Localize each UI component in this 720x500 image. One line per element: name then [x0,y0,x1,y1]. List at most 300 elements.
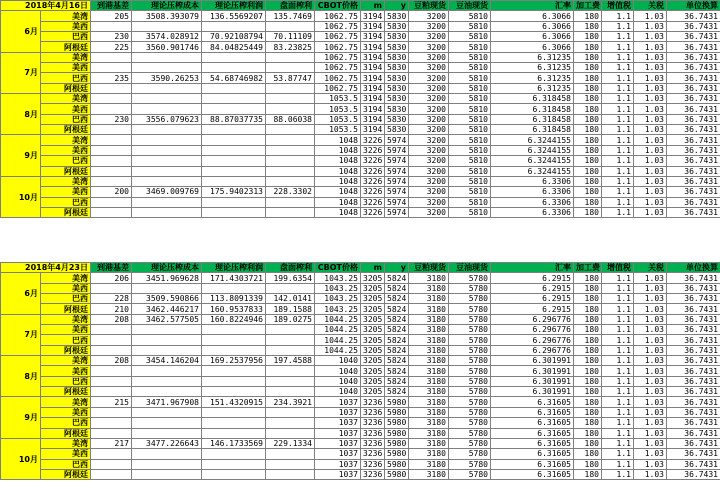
cell-vat[interactable]: 1.1 [602,114,634,124]
cell-y[interactable]: 5974 [385,145,409,155]
cell-cbot[interactable]: 1053.5 [315,94,361,104]
cell-fee[interactable]: 180 [574,11,602,21]
cell-conv[interactable]: 36.7431 [667,73,720,83]
cell-m[interactable]: 3194 [361,11,385,21]
cell-vat[interactable]: 1.1 [602,52,634,62]
cell-y[interactable]: 5830 [385,114,409,124]
cell-basis[interactable] [91,428,132,438]
cell-y[interactable]: 5830 [385,42,409,52]
cell-meal[interactable]: 3180 [409,407,449,417]
cell-m[interactable]: 3226 [361,197,385,207]
cell-basis[interactable]: 206 [91,273,132,283]
cell-oil[interactable]: 5810 [449,73,491,83]
cell-cbot[interactable]: 1053.5 [315,104,361,114]
cell-y[interactable]: 5980 [385,449,409,459]
cell-y[interactable]: 5824 [385,283,409,293]
cell-cbot[interactable]: 1053.5 [315,125,361,135]
origin-cell[interactable]: 巴西 [41,114,91,124]
cell-tariff[interactable]: 1.03 [634,376,667,386]
column-header-disk[interactable]: 盘面榨利 [266,263,315,273]
month-cell[interactable]: 7月 [1,52,41,93]
cell-basis[interactable]: 210 [91,304,132,314]
cell-y[interactable]: 5974 [385,135,409,145]
cell-cost[interactable]: 3590.26253 [132,73,202,83]
origin-cell[interactable]: 巴西 [41,376,91,386]
cell-vat[interactable]: 1.1 [602,335,634,345]
cell-oil[interactable]: 5810 [449,197,491,207]
cell-meal[interactable]: 3200 [409,125,449,135]
cell-cost[interactable]: 3451.969628 [132,273,202,283]
cell-cost[interactable] [132,376,202,386]
cell-cost[interactable] [132,21,202,31]
cell-y[interactable]: 5980 [385,469,409,479]
cell-vat[interactable]: 1.1 [602,145,634,155]
cell-cost[interactable] [132,94,202,104]
cell-tariff[interactable]: 1.03 [634,387,667,397]
cell-fx[interactable]: 6.3244155 [491,156,574,166]
cell-cost[interactable]: 3509.590866 [132,294,202,304]
cell-cbot[interactable]: 1062.75 [315,83,361,93]
cell-tariff[interactable]: 1.03 [634,335,667,345]
cell-disk[interactable]: 88.06038 [266,114,315,124]
cell-basis[interactable] [91,104,132,114]
origin-cell[interactable]: 美西 [41,449,91,459]
month-cell[interactable]: 8月 [1,356,41,397]
cell-conv[interactable]: 36.7431 [667,397,720,407]
cell-cbot[interactable]: 1044.25 [315,335,361,345]
cell-profit[interactable] [202,83,266,93]
cell-disk[interactable] [266,459,315,469]
cell-tariff[interactable]: 1.03 [634,469,667,479]
cell-meal[interactable]: 3180 [409,428,449,438]
cell-basis[interactable]: 200 [91,187,132,197]
cell-m[interactable]: 3194 [361,52,385,62]
cell-fee[interactable]: 180 [574,469,602,479]
cell-fx[interactable]: 6.318458 [491,104,574,114]
cell-fx[interactable]: 6.2915 [491,294,574,304]
cell-tariff[interactable]: 1.03 [634,294,667,304]
column-header-meal[interactable]: 豆粕现货 [409,263,449,273]
cell-fee[interactable]: 180 [574,176,602,186]
cell-m[interactable]: 3226 [361,166,385,176]
cell-fee[interactable]: 180 [574,459,602,469]
cell-y[interactable]: 5974 [385,166,409,176]
cell-disk[interactable]: 228.3302 [266,187,315,197]
cell-y[interactable]: 5824 [385,294,409,304]
cell-profit[interactable]: 88.87037735 [202,114,266,124]
cell-tariff[interactable]: 1.03 [634,345,667,355]
cell-vat[interactable]: 1.1 [602,325,634,335]
cell-fx[interactable]: 6.2915 [491,273,574,283]
cell-cost[interactable] [132,207,202,217]
origin-cell[interactable]: 巴西 [41,294,91,304]
cell-conv[interactable]: 36.7431 [667,428,720,438]
cell-m[interactable]: 3236 [361,407,385,417]
cell-fee[interactable]: 180 [574,438,602,448]
cell-disk[interactable] [266,428,315,438]
cell-fx[interactable]: 6.31605 [491,407,574,417]
cell-oil[interactable]: 5810 [449,63,491,73]
cell-cbot[interactable]: 1048 [315,135,361,145]
cell-conv[interactable]: 36.7431 [667,345,720,355]
cell-meal[interactable]: 3200 [409,94,449,104]
cell-basis[interactable] [91,345,132,355]
cell-tariff[interactable]: 1.03 [634,283,667,293]
cell-oil[interactable]: 5780 [449,459,491,469]
cell-vat[interactable]: 1.1 [602,428,634,438]
cell-m[interactable]: 3226 [361,187,385,197]
cell-tariff[interactable]: 1.03 [634,459,667,469]
cell-conv[interactable]: 36.7431 [667,294,720,304]
cell-disk[interactable] [266,376,315,386]
cell-vat[interactable]: 1.1 [602,273,634,283]
cell-meal[interactable]: 3180 [409,325,449,335]
cell-cbot[interactable]: 1053.5 [315,114,361,124]
cell-cost[interactable]: 3462.446217 [132,304,202,314]
cell-meal[interactable]: 3200 [409,104,449,114]
cell-meal[interactable]: 3180 [409,314,449,324]
cell-fee[interactable]: 180 [574,187,602,197]
cell-meal[interactable]: 3180 [409,345,449,355]
cell-disk[interactable] [266,449,315,459]
cell-oil[interactable]: 5810 [449,83,491,93]
column-header-oil[interactable]: 豆油现货 [449,263,491,273]
cell-fee[interactable]: 180 [574,376,602,386]
cell-oil[interactable]: 5810 [449,207,491,217]
cell-fx[interactable]: 6.31605 [491,428,574,438]
cell-vat[interactable]: 1.1 [602,387,634,397]
cell-cbot[interactable]: 1043.25 [315,294,361,304]
column-header-m[interactable]: m [361,263,385,273]
cell-meal[interactable]: 3180 [409,376,449,386]
cell-cbot[interactable]: 1048 [315,145,361,155]
cell-y[interactable]: 5830 [385,125,409,135]
cell-vat[interactable]: 1.1 [602,125,634,135]
cell-vat[interactable]: 1.1 [602,197,634,207]
cell-meal[interactable]: 3180 [409,397,449,407]
cell-basis[interactable] [91,166,132,176]
cell-tariff[interactable]: 1.03 [634,366,667,376]
cell-cbot[interactable]: 1062.75 [315,32,361,42]
cell-cbot[interactable]: 1037 [315,469,361,479]
cell-y[interactable]: 5974 [385,197,409,207]
cell-basis[interactable]: 230 [91,32,132,42]
origin-cell[interactable]: 阿根廷 [41,42,91,52]
cell-profit[interactable] [202,104,266,114]
cell-conv[interactable]: 36.7431 [667,52,720,62]
cell-fx[interactable]: 6.31605 [491,469,574,479]
cell-m[interactable]: 3236 [361,418,385,428]
origin-cell[interactable]: 巴西 [41,459,91,469]
cell-cost[interactable] [132,52,202,62]
cell-profit[interactable] [202,335,266,345]
cell-tariff[interactable]: 1.03 [634,63,667,73]
cell-cbot[interactable]: 1062.75 [315,42,361,52]
cell-fee[interactable]: 180 [574,335,602,345]
cell-cbot[interactable]: 1048 [315,187,361,197]
cell-fx[interactable]: 6.31235 [491,52,574,62]
origin-cell[interactable]: 巴西 [41,156,91,166]
cell-fx[interactable]: 6.2915 [491,283,574,293]
cell-conv[interactable]: 36.7431 [667,407,720,417]
cell-fee[interactable]: 180 [574,304,602,314]
cell-meal[interactable]: 3180 [409,335,449,345]
column-header-y[interactable]: y [385,1,409,11]
cell-tariff[interactable]: 1.03 [634,356,667,366]
cell-cbot[interactable]: 1040 [315,366,361,376]
cell-oil[interactable]: 5780 [449,428,491,438]
cell-oil[interactable]: 5810 [449,52,491,62]
column-header-conv[interactable]: 单位换算 [667,263,720,273]
cell-y[interactable]: 5824 [385,335,409,345]
origin-cell[interactable]: 阿根廷 [41,83,91,93]
cell-fee[interactable]: 180 [574,63,602,73]
cell-cost[interactable] [132,387,202,397]
cell-cost[interactable] [132,283,202,293]
cell-fee[interactable]: 180 [574,83,602,93]
month-cell[interactable]: 9月 [1,397,41,438]
cell-oil[interactable]: 5780 [449,314,491,324]
column-header-conv[interactable]: 单位换算 [667,1,720,11]
cell-conv[interactable]: 36.7431 [667,356,720,366]
cell-basis[interactable]: 208 [91,314,132,324]
cell-profit[interactable] [202,418,266,428]
cell-fx[interactable]: 6.318458 [491,114,574,124]
cell-y[interactable]: 5980 [385,438,409,448]
cell-conv[interactable]: 36.7431 [667,166,720,176]
cell-profit[interactable] [202,469,266,479]
cell-cost[interactable] [132,366,202,376]
cell-cost[interactable]: 3560.901746 [132,42,202,52]
cell-cbot[interactable]: 1037 [315,407,361,417]
cell-disk[interactable] [266,156,315,166]
cell-cost[interactable] [132,197,202,207]
cell-cost[interactable] [132,145,202,155]
cell-fx[interactable]: 6.301991 [491,387,574,397]
cell-fee[interactable]: 180 [574,407,602,417]
column-header-vat[interactable]: 增值税 [602,1,634,11]
cell-vat[interactable]: 1.1 [602,469,634,479]
cell-fx[interactable]: 6.301991 [491,356,574,366]
cell-basis[interactable]: 205 [91,11,132,21]
cell-tariff[interactable]: 1.03 [634,135,667,145]
origin-cell[interactable]: 美西 [41,325,91,335]
cell-fee[interactable]: 180 [574,145,602,155]
cell-tariff[interactable]: 1.03 [634,32,667,42]
cell-conv[interactable]: 36.7431 [667,418,720,428]
cell-cost[interactable]: 3469.009769 [132,187,202,197]
cell-tariff[interactable]: 1.03 [634,187,667,197]
origin-cell[interactable]: 巴西 [41,418,91,428]
cell-disk[interactable] [266,366,315,376]
cell-cost[interactable] [132,176,202,186]
cell-fx[interactable]: 6.31235 [491,83,574,93]
column-header-oil[interactable]: 豆油现货 [449,1,491,11]
cell-disk[interactable] [266,283,315,293]
cell-y[interactable]: 5824 [385,387,409,397]
cell-meal[interactable]: 3180 [409,273,449,283]
origin-cell[interactable]: 美湾 [41,397,91,407]
cell-m[interactable]: 3236 [361,397,385,407]
cell-conv[interactable]: 36.7431 [667,207,720,217]
cell-disk[interactable] [266,335,315,345]
cell-fee[interactable]: 180 [574,104,602,114]
cell-m[interactable]: 3205 [361,304,385,314]
cell-fx[interactable]: 6.3306 [491,187,574,197]
cell-tariff[interactable]: 1.03 [634,397,667,407]
cell-fx[interactable]: 6.3306 [491,176,574,186]
origin-cell[interactable]: 美西 [41,187,91,197]
cell-basis[interactable] [91,407,132,417]
cell-profit[interactable]: 84.04825449 [202,42,266,52]
cell-conv[interactable]: 36.7431 [667,283,720,293]
cell-vat[interactable]: 1.1 [602,314,634,324]
cell-fx[interactable]: 6.31605 [491,418,574,428]
cell-cost[interactable]: 3574.028912 [132,32,202,42]
cell-oil[interactable]: 5780 [449,294,491,304]
cell-basis[interactable] [91,63,132,73]
cell-profit[interactable] [202,176,266,186]
month-cell[interactable]: 10月 [1,438,41,479]
cell-conv[interactable]: 36.7431 [667,94,720,104]
cell-fee[interactable]: 180 [574,125,602,135]
cell-basis[interactable] [91,387,132,397]
origin-cell[interactable]: 美湾 [41,273,91,283]
cell-disk[interactable] [266,104,315,114]
cell-profit[interactable]: 160.9537833 [202,304,266,314]
cell-cbot[interactable]: 1062.75 [315,21,361,31]
cell-meal[interactable]: 3180 [409,366,449,376]
cell-m[interactable]: 3205 [361,283,385,293]
cell-disk[interactable] [266,83,315,93]
origin-cell[interactable]: 阿根廷 [41,387,91,397]
column-header-y[interactable]: y [385,263,409,273]
cell-meal[interactable]: 3180 [409,387,449,397]
cell-m[interactable]: 3236 [361,428,385,438]
cell-cost[interactable]: 3454.146204 [132,356,202,366]
cell-m[interactable]: 3194 [361,125,385,135]
cell-cbot[interactable]: 1044.25 [315,314,361,324]
cell-cbot[interactable]: 1037 [315,438,361,448]
cell-vat[interactable]: 1.1 [602,166,634,176]
column-header-cbot[interactable]: CBOT价格 [315,263,361,273]
cell-meal[interactable]: 3200 [409,32,449,42]
cell-tariff[interactable]: 1.03 [634,11,667,21]
cell-conv[interactable]: 36.7431 [667,314,720,324]
cell-profit[interactable] [202,145,266,155]
cell-disk[interactable] [266,345,315,355]
cell-fee[interactable]: 180 [574,156,602,166]
cell-fee[interactable]: 180 [574,345,602,355]
cell-fx[interactable]: 6.318458 [491,94,574,104]
cell-cost[interactable] [132,449,202,459]
cell-vat[interactable]: 1.1 [602,73,634,83]
cell-y[interactable]: 5980 [385,397,409,407]
cell-profit[interactable]: 160.8224946 [202,314,266,324]
cell-m[interactable]: 3205 [361,335,385,345]
cell-fx[interactable]: 6.31605 [491,438,574,448]
cell-tariff[interactable]: 1.03 [634,438,667,448]
cell-fx[interactable]: 6.31605 [491,459,574,469]
cell-fee[interactable]: 180 [574,428,602,438]
month-cell[interactable]: 10月 [1,176,41,217]
cell-vat[interactable]: 1.1 [602,304,634,314]
cell-conv[interactable]: 36.7431 [667,32,720,42]
cell-profit[interactable] [202,63,266,73]
origin-cell[interactable]: 阿根廷 [41,166,91,176]
cell-meal[interactable]: 3200 [409,197,449,207]
origin-cell[interactable]: 美西 [41,407,91,417]
cell-conv[interactable]: 36.7431 [667,135,720,145]
cell-disk[interactable] [266,387,315,397]
cell-fee[interactable]: 180 [574,42,602,52]
cell-cost[interactable] [132,335,202,345]
cell-disk[interactable] [266,207,315,217]
cell-profit[interactable]: 169.2537956 [202,356,266,366]
cell-basis[interactable]: 225 [91,42,132,52]
cell-cbot[interactable]: 1062.75 [315,52,361,62]
cell-cost[interactable] [132,83,202,93]
cell-m[interactable]: 3236 [361,459,385,469]
cell-basis[interactable] [91,283,132,293]
cell-cost[interactable] [132,125,202,135]
cell-oil[interactable]: 5810 [449,156,491,166]
cell-vat[interactable]: 1.1 [602,11,634,21]
cell-oil[interactable]: 5780 [449,438,491,448]
cell-conv[interactable]: 36.7431 [667,376,720,386]
cell-vat[interactable]: 1.1 [602,42,634,52]
cell-cbot[interactable]: 1048 [315,197,361,207]
cell-fee[interactable]: 180 [574,449,602,459]
cell-conv[interactable]: 36.7431 [667,438,720,448]
cell-oil[interactable]: 5780 [449,304,491,314]
cell-profit[interactable]: 175.9402313 [202,187,266,197]
cell-fee[interactable]: 180 [574,314,602,324]
cell-y[interactable]: 5824 [385,314,409,324]
origin-cell[interactable]: 巴西 [41,335,91,345]
cell-profit[interactable] [202,459,266,469]
cell-oil[interactable]: 5810 [449,104,491,114]
cell-cbot[interactable]: 1048 [315,156,361,166]
cell-tariff[interactable]: 1.03 [634,449,667,459]
cell-fee[interactable]: 180 [574,32,602,42]
cell-basis[interactable] [91,449,132,459]
cell-oil[interactable]: 5810 [449,42,491,52]
cell-oil[interactable]: 5780 [449,345,491,355]
cell-oil[interactable]: 5780 [449,325,491,335]
cell-disk[interactable]: 142.0141 [266,294,315,304]
cell-vat[interactable]: 1.1 [602,366,634,376]
cell-fee[interactable]: 180 [574,197,602,207]
cell-profit[interactable] [202,366,266,376]
cell-oil[interactable]: 5780 [449,387,491,397]
cell-profit[interactable]: 151.4320915 [202,397,266,407]
origin-cell[interactable]: 美湾 [41,52,91,62]
cell-profit[interactable] [202,166,266,176]
cell-cost[interactable] [132,135,202,145]
cell-fee[interactable]: 180 [574,418,602,428]
month-cell[interactable]: 9月 [1,135,41,176]
column-header-cost[interactable]: 理论压榨成本 [132,263,202,273]
cell-meal[interactable]: 3180 [409,449,449,459]
cell-basis[interactable]: 208 [91,356,132,366]
cell-y[interactable]: 5974 [385,156,409,166]
month-cell[interactable]: 6月 [1,273,41,314]
cell-fx[interactable]: 6.3066 [491,32,574,42]
cell-cbot[interactable]: 1043.25 [315,273,361,283]
cell-oil[interactable]: 5810 [449,187,491,197]
date-cell[interactable]: 2018年4月23日 [1,263,91,273]
